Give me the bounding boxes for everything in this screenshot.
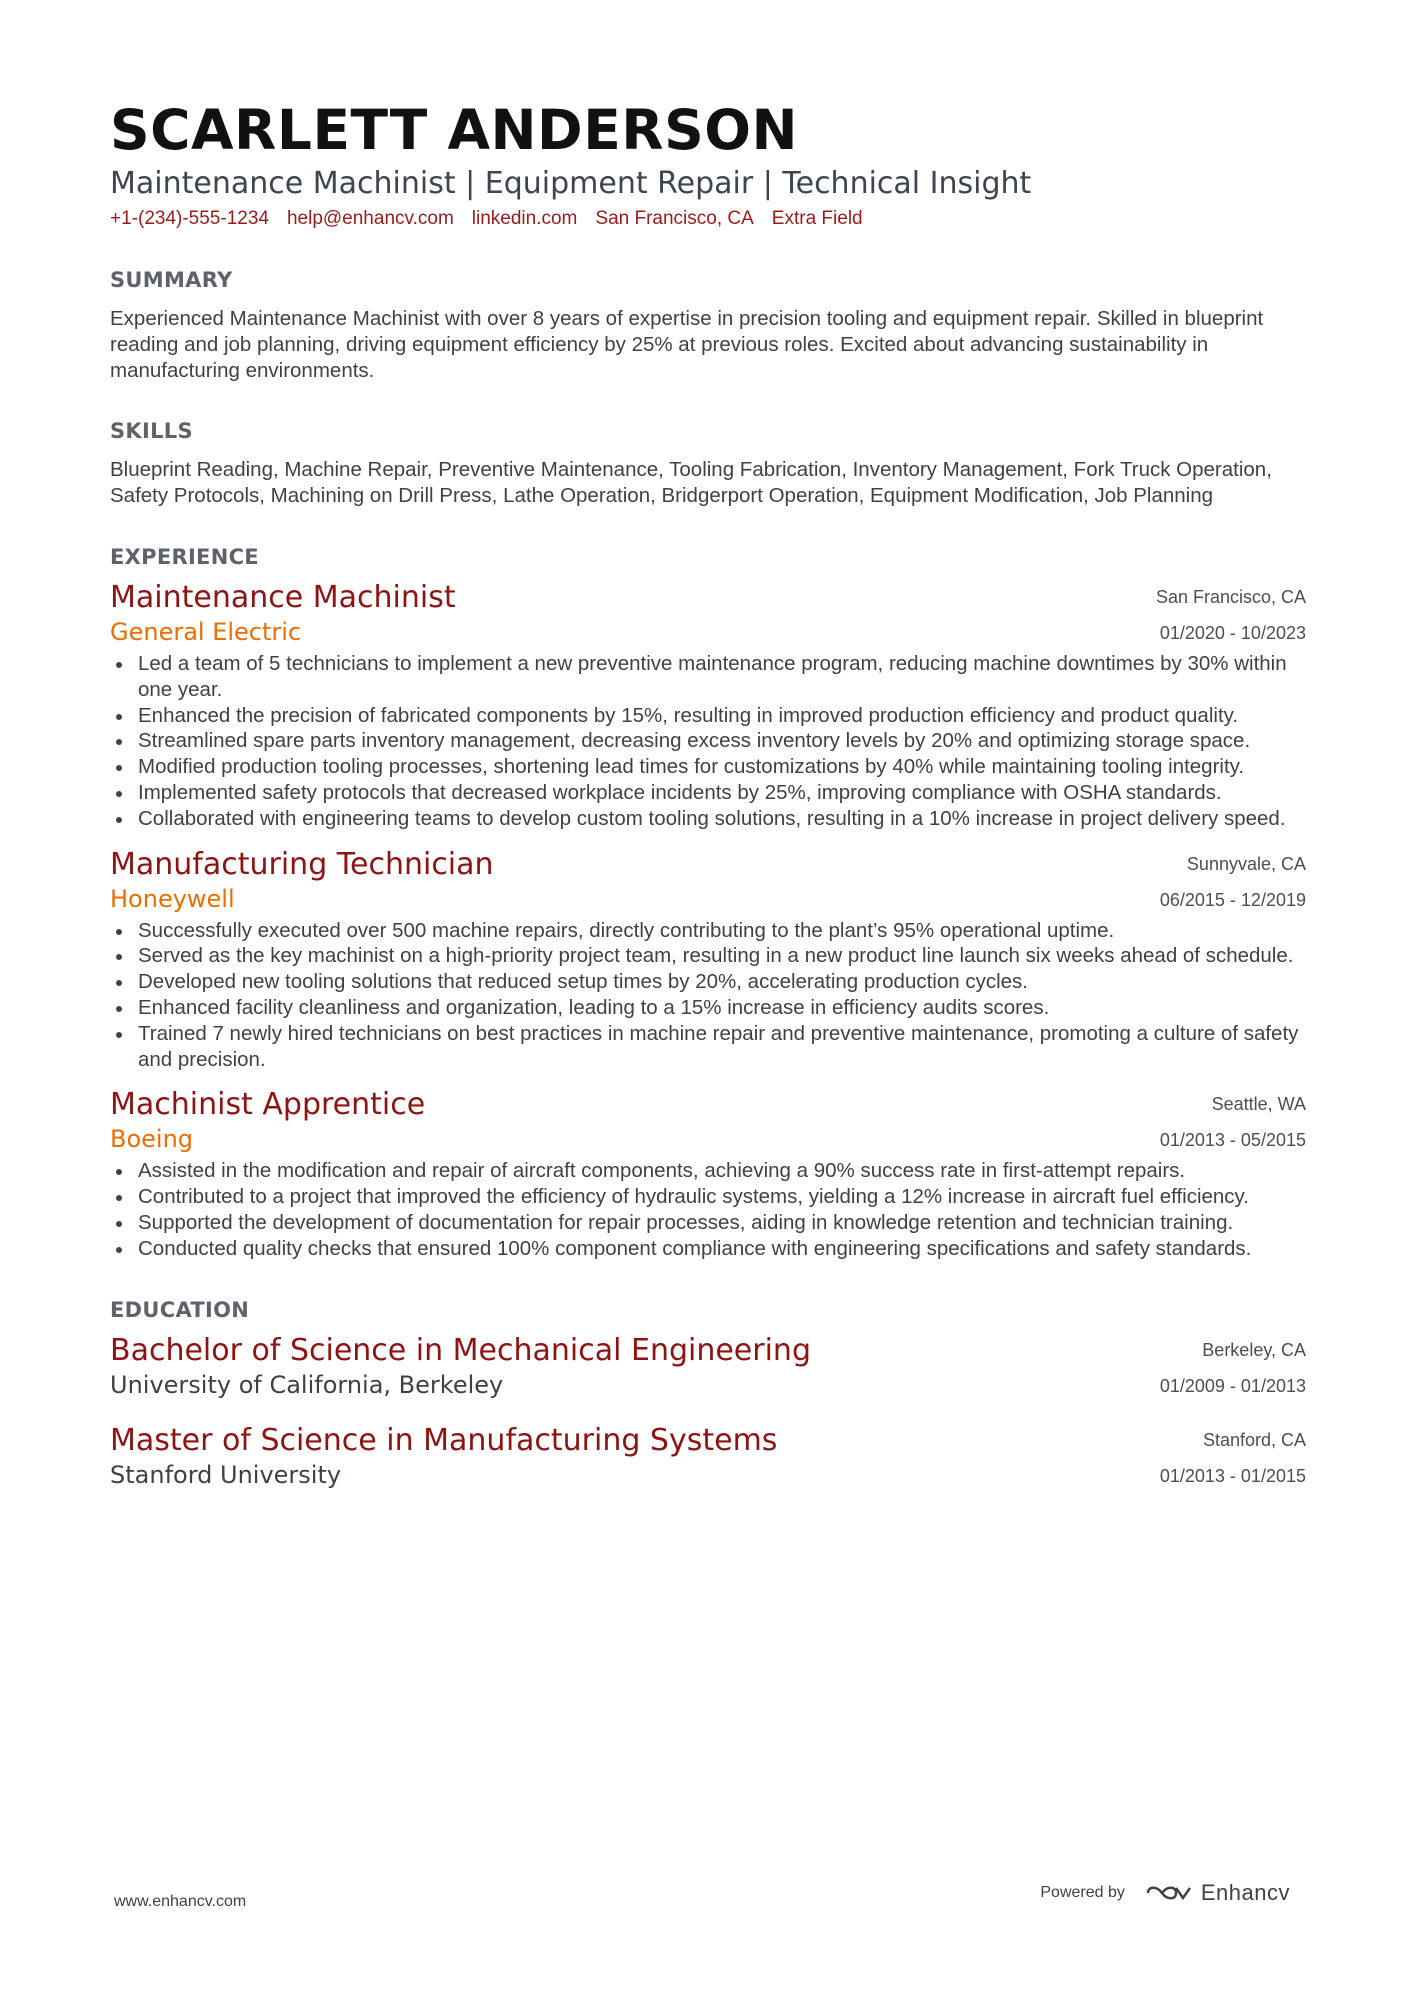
location-text: San Francisco, CA bbox=[595, 208, 754, 229]
list-item: Enhanced the precision of fabricated components by 15%, resulting in improved production efficiency and product quality. bbox=[110, 703, 1306, 729]
school-name: University of California, Berkeley bbox=[110, 1370, 504, 1399]
list-item: Streamlined spare parts inventory management, decreasing excess inventory levels by 20% and optimizing storage space. bbox=[110, 728, 1306, 754]
list-item: Enhanced facility cleanliness and organization, leading to a 15% increase in efficiency audits scores. bbox=[110, 995, 1306, 1021]
enhancv-logo-icon bbox=[1145, 1882, 1191, 1904]
list-item: Assisted in the modification and repair of aircraft components, achieving a 90% success rate in first-attempt repairs. bbox=[110, 1158, 1306, 1184]
education-location: Berkeley, CA bbox=[1202, 1339, 1306, 1360]
job-dates: 06/2015 - 12/2019 bbox=[1159, 889, 1306, 910]
list-item: Conducted quality checks that ensured 100% component compliance with engineering specifications and safety standards. bbox=[110, 1236, 1306, 1262]
email-link[interactable]: help@enhancv.com bbox=[286, 208, 454, 229]
education-location: Stanford, CA bbox=[1202, 1429, 1306, 1450]
section-title: EXPERIENCE bbox=[110, 544, 259, 569]
job-dates: 01/2013 - 05/2015 bbox=[1159, 1130, 1306, 1151]
list-item: Developed new tooling solutions that reduced setup times by 20%, accelerating production cycles. bbox=[110, 969, 1306, 995]
list-item: Led a team of 5 technicians to implement a new preventive maintenance program, reducing machine downtimes by 30% within one year. bbox=[110, 651, 1306, 703]
job-entry bbox=[110, 846, 1306, 1073]
degree-title: Master of Science in Manufacturing Systems bbox=[110, 1422, 778, 1458]
list-item: Trained 7 newly hired technicians on best practices in machine repair and preventive maintenance, promoting a culture of safety and precision. bbox=[110, 1021, 1306, 1073]
list-item: Successfully executed over 500 machine repairs, directly contributing to the plant’s 95% operational uptime. bbox=[110, 918, 1306, 944]
section-title: EDUCATION bbox=[110, 1297, 250, 1322]
footer-branding bbox=[1040, 1880, 1290, 1906]
job-bullets bbox=[110, 918, 1306, 1073]
job-bullets bbox=[110, 1158, 1306, 1261]
footer-site-link[interactable]: www.enhancv.com bbox=[114, 1893, 247, 1910]
job-bullets bbox=[110, 651, 1306, 832]
job-location: Seattle, WA bbox=[1211, 1094, 1306, 1115]
list-item: Contributed to a project that improved the efficiency of hydraulic systems, yielding a 12% increase in aircraft fuel efficiency. bbox=[110, 1184, 1306, 1210]
list-item: Supported the development of documentation for repair processes, aiding in knowledge retention and technician training. bbox=[110, 1210, 1306, 1236]
job-location: San Francisco, CA bbox=[1155, 586, 1306, 607]
job-meta bbox=[1160, 1086, 1306, 1158]
extra-field: Extra Field bbox=[771, 208, 863, 229]
brand-name: Enhancv bbox=[1200, 1880, 1290, 1905]
education-meta bbox=[1160, 1332, 1306, 1404]
job-title: Machinist Apprentice bbox=[110, 1087, 426, 1123]
list-item: Served as the key machinist on a high-priority project team, resulting in a new product line launch six weeks ahead of schedule. bbox=[110, 943, 1306, 969]
contact-bar bbox=[110, 206, 1306, 232]
enhancv-logo[interactable] bbox=[1145, 1880, 1290, 1906]
job-title: Maintenance Machinist bbox=[110, 579, 456, 615]
list-item: Implemented safety protocols that decreased workplace incidents by 25%, improving compliance with OSHA standards. bbox=[110, 780, 1306, 806]
list-item: Collaborated with engineering teams to develop custom tooling solutions, resulting in a 10% increase in project delivery speed. bbox=[110, 806, 1306, 832]
education-meta bbox=[1160, 1422, 1306, 1494]
job-entry bbox=[110, 579, 1306, 832]
job-meta bbox=[1156, 579, 1306, 651]
powered-by-text: Powered by bbox=[1040, 1884, 1125, 1901]
section-title: SKILLS bbox=[110, 419, 193, 444]
resume-page bbox=[110, 96, 1306, 1490]
degree-title: Bachelor of Science in Mechanical Engineering bbox=[110, 1332, 811, 1368]
skills-section bbox=[110, 417, 1306, 509]
job-location: Sunnyvale, CA bbox=[1186, 853, 1306, 874]
school-name: Stanford University bbox=[110, 1460, 342, 1489]
job-title: Manufacturing Technician bbox=[110, 846, 494, 882]
education-entry bbox=[110, 1332, 1306, 1400]
phone-link[interactable]: +1-(234)-555-1234 bbox=[110, 208, 269, 229]
candidate-name: SCARLETT ANDERSON bbox=[110, 98, 799, 162]
job-company: Honeywell bbox=[110, 884, 235, 913]
experience-section bbox=[110, 543, 1306, 1262]
headline: Maintenance Machinist | Equipment Repair | Technical Insight bbox=[110, 166, 1032, 201]
education-dates: 01/2013 - 01/2015 bbox=[1159, 1465, 1306, 1486]
job-meta bbox=[1160, 846, 1306, 918]
job-company: Boeing bbox=[110, 1125, 194, 1154]
linkedin-link[interactable]: linkedin.com bbox=[471, 208, 578, 229]
education-dates: 01/2009 - 01/2013 bbox=[1159, 1375, 1306, 1396]
skills-text: Blueprint Reading, Machine Repair, Preventive Maintenance, Tooling Fabrication, Inventory Management, Fork Truck Operation, Safety Protocols, Machining on Drill Press, Lathe Operation, Bridgerport Operation, Equipment Modification, Job Planning bbox=[110, 458, 1272, 508]
education-section bbox=[110, 1296, 1306, 1490]
job-entry bbox=[110, 1086, 1306, 1261]
job-company: General Electric bbox=[110, 617, 302, 646]
education-entry bbox=[110, 1422, 1306, 1490]
job-dates: 01/2020 - 10/2023 bbox=[1159, 622, 1306, 643]
section-title: SUMMARY bbox=[110, 268, 233, 292]
list-item: Modified production tooling processes, shortening lead times for customizations by 40% while maintaining tooling integrity. bbox=[110, 754, 1306, 780]
summary-section bbox=[110, 266, 1306, 383]
summary-text: Experienced Maintenance Machinist with over 8 years of expertise in precision tooling and equipment repair. Skilled in blueprint reading and job planning, driving equipment efficiency by 25% at previous roles. Excited about advancing sustainability in manufacturing environments. bbox=[110, 307, 1264, 382]
